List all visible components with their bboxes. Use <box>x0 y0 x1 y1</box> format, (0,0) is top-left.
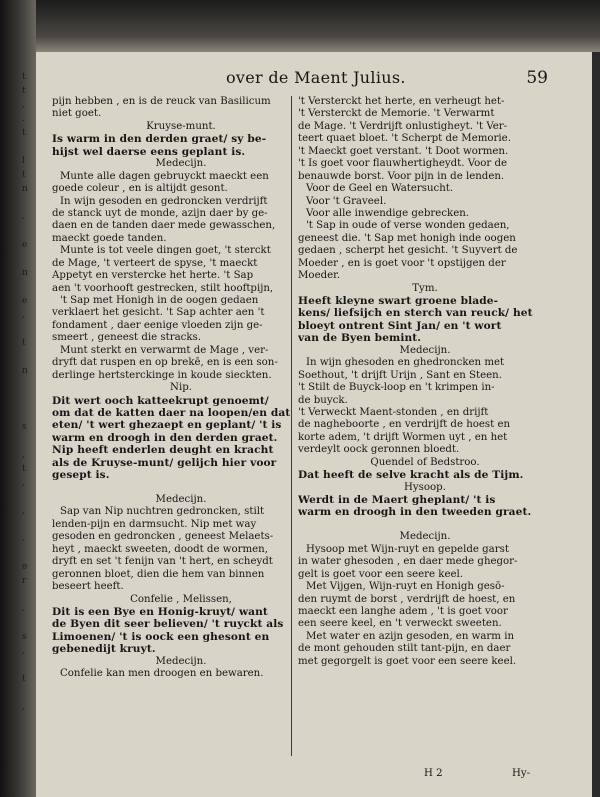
blackletter-line: Werdt in de Maert gheplant/ 't is <box>298 494 496 506</box>
text-line: 't Sap in oude of verse wonden gedaen, <box>306 220 510 232</box>
text-line: gesoden en gedroncken , geneest Melaets- <box>52 531 274 543</box>
blackletter-line: Dit wert ooch katteekrupt genoemt/ <box>52 394 269 407</box>
text-line: Soethout, 't drijft Urijn , Sant en Steen. <box>298 369 502 381</box>
text-line: geneest die. 't Sap met honigh inde oogen <box>298 232 516 244</box>
text-line: 't Is goet voor flauwhertigheydt. Voor de <box>298 158 508 170</box>
blackletter-line: kens/ liefsijch en sterch van reuck/ het <box>298 307 533 320</box>
blackletter-line: Heeft kleyne swart groene blade- <box>298 295 499 307</box>
scan-top-edge <box>36 0 600 52</box>
text-line: In wijn ghesoden en ghedroncken met <box>306 357 505 369</box>
section-heading: Nip. <box>170 382 192 394</box>
text-line: beseert heeft. <box>52 581 124 593</box>
text-line <box>52 482 310 494</box>
text-line: Met water en azijn gesoden, en warm in <box>306 630 515 642</box>
section-heading: Medecijn. <box>399 531 451 543</box>
margin-fragments: t t , . t l t n . e n e , t n s , t , , . e r . s , t , <box>22 72 28 712</box>
text-line: Voor de Geel en Watersucht. <box>306 183 454 195</box>
text-line: derlinge hertsterckinge in koude sieckten. <box>52 369 272 381</box>
section-heading: Hysoop. <box>404 481 446 493</box>
text-line: de nagheboorte , en verdrijft de hoest en <box>298 419 511 431</box>
text-line: fondament , daer eenige vloeden zijn ge- <box>52 319 263 331</box>
text-line: met gegorgelt is goet voor een seere keel. <box>298 655 517 667</box>
blackletter-line: Dit is een Bye en Honig-kruyt/ want <box>52 605 268 618</box>
page-number: 59 <box>526 68 548 88</box>
blackletter-line: om dat de katten daer na loopen/en dat <box>52 406 291 419</box>
text-line: maeckt een langhe adem , 't is goet voor <box>298 605 508 617</box>
text-line: pijn hebben , en is de reuck van Basilicum <box>52 96 271 107</box>
text-line: Munt sterkt en verwarmt de Mage , ver- <box>60 344 269 356</box>
section-heading: Medecijn. <box>155 158 207 170</box>
text-line: geronnen bloet, dien die hem van binnen <box>52 568 265 580</box>
text-line: daen en de tanden daer mede gewasschen, <box>52 220 276 232</box>
section-heading: Medecijn. <box>399 344 451 356</box>
text-line: 't Verweckt Maent-stonden , en drijft <box>298 406 489 418</box>
text-line: aen 't voorhooft gestrecken, stilt hooftpijn, <box>52 282 274 294</box>
blackletter-line: Nip heeft enderlen deught en kracht <box>52 444 274 457</box>
blackletter-line: warm en droogh in den tweeden graet. <box>298 506 532 519</box>
text-line: een seere keel, en 't verweckt sweeten. <box>298 618 502 630</box>
page-title: over de Maent Julius. <box>226 68 406 87</box>
text-line: korte adem, 't drijft Wormen uyt , en het <box>298 431 508 443</box>
text-line: 't Versterckt het herte, en verheugt het- <box>298 96 505 107</box>
blackletter-line: als de Kruyse-munt/ gelijch hier voor <box>52 456 277 469</box>
text-line: niet goet. <box>52 108 102 120</box>
text-line: gelt is goet voor een seere keel. <box>298 568 464 580</box>
text-line: Hysoop met Wijn-ruyt en gepelde garst <box>306 543 509 555</box>
text-line: de stanck uyt de monde, azijn daer by ge- <box>52 207 268 219</box>
text-line <box>298 519 552 531</box>
text-line: Moeder , en is goet voor 't opstijgen der <box>298 257 506 269</box>
running-head <box>36 68 592 96</box>
text-line: Voor alle inwendige gebrecken. <box>306 207 470 219</box>
text-line: Appetyt en verstercke het herte. 't Sap <box>52 270 254 282</box>
left-column <box>52 96 310 681</box>
blackletter-line: gesept is. <box>52 469 110 482</box>
book-page <box>36 52 592 797</box>
text-line: maeckt goede tanden. <box>52 232 167 244</box>
blackletter-line: Is warm in den derden graet/ sy be- <box>52 133 267 146</box>
section-heading: Tym. <box>412 282 438 294</box>
blackletter-line: bloeyt ontrent Sint Jan/ en 't wort <box>298 319 502 332</box>
text-line: smeert , geneest die stracks. <box>52 332 202 344</box>
book-gutter <box>0 0 36 797</box>
section-heading: Confelie , Melissen, <box>130 593 232 605</box>
text-line: goede coleur , en is altijdt gesont. <box>52 183 228 195</box>
text-line: teert quaet bloet. 't Scherpt de Memorie. <box>298 133 511 145</box>
text-line: Voor 't Graveel. <box>306 195 387 207</box>
text-line: dryft dat ruspen en op brekē, en is een son- <box>52 357 278 369</box>
blackletter-line: eten/ 't wert ghezaept en geplant/ 't is <box>52 419 282 432</box>
text-line: dryft en set 't fenijn van 't hert, en scheydt <box>52 556 273 568</box>
text-line: Munte is tot veele dingen goet, 't sterckt <box>60 245 271 257</box>
section-heading: Kruyse-munt. <box>146 120 216 132</box>
text-line: 't Stilt de Buyck-loop en 't krimpen in- <box>298 382 495 394</box>
text-line: 't Sap met Honigh in de oogen gedaen <box>60 295 259 306</box>
text-line: Met Vijgen, Wijn-ruyt en Honigh gesō- <box>306 581 505 593</box>
text-line: lenden-pijn en darmsucht. Nip met way <box>52 518 257 530</box>
column-rule <box>291 96 292 756</box>
text-line: In wijn gesoden en gedroncken verdrijft <box>60 195 268 207</box>
text-line: 't Versterckt de Memorie. 't Verwarmt <box>298 108 495 120</box>
blackletter-line: Limoenen/ 't is oock een ghesont en <box>52 630 270 643</box>
text-line: in water ghesoden , en daer mede ghegor- <box>298 556 518 568</box>
text-line: de Mage. 't Verdrijft onlustigheyt. 't Ver- <box>298 120 508 132</box>
text-line: de buyck. <box>298 394 348 406</box>
text-line: de Mage, 't verteert de spyse, 't maeckt <box>52 257 258 269</box>
catchword: Hy- <box>512 768 531 779</box>
text-line: verklaert het gesicht. 't Sap achter aen 't <box>52 307 265 319</box>
blackletter-line: van de Byen bemint. <box>298 332 422 345</box>
signature-mark: H 2 <box>424 768 443 779</box>
right-column <box>298 96 552 668</box>
text-line: den ruymt de borst , verdrijft de hoest, en <box>298 593 516 605</box>
text-line: Sap van Nip nuchtren gedroncken, stilt <box>60 506 265 518</box>
blackletter-line: gebenedijt kruyt. <box>52 643 156 656</box>
blackletter-line: de Byen dit seer believen/ 't ruyckt als <box>52 618 284 631</box>
text-line: Moeder. <box>298 270 341 282</box>
text-line: de mont gehouden stilt tant-pijn, en daer <box>298 643 511 655</box>
text-line: heyt , maeckt sweeten, doodt de wormen, <box>52 543 268 555</box>
section-heading: Medecijn. <box>155 494 207 505</box>
text-line: Confelie kan men droogen en bewaren. <box>60 668 264 680</box>
section-heading: Medecijn. <box>155 655 207 667</box>
text-line: gedaen , scherpt het gesicht. 't Suyvert de <box>298 245 518 257</box>
blackletter-line: Dat heeft de selve kracht als de Tijm. <box>298 469 524 482</box>
text-line: 't Maeckt goet verstant. 't Doot wormen. <box>298 145 509 157</box>
blackletter-line: hijst wel daerse eens geplant is. <box>52 145 246 158</box>
text-line: Munte alle dagen gebruyckt maeckt een <box>60 170 269 182</box>
text-line: verdeylt oock geronnen bloedt. <box>298 444 460 456</box>
text-line: benauwde borst. Voor pijn in de lenden. <box>298 170 505 182</box>
blackletter-line: warm en droogh in den derden graet. <box>52 431 278 444</box>
section-heading: Quendel of Bedstroo. <box>370 456 480 468</box>
